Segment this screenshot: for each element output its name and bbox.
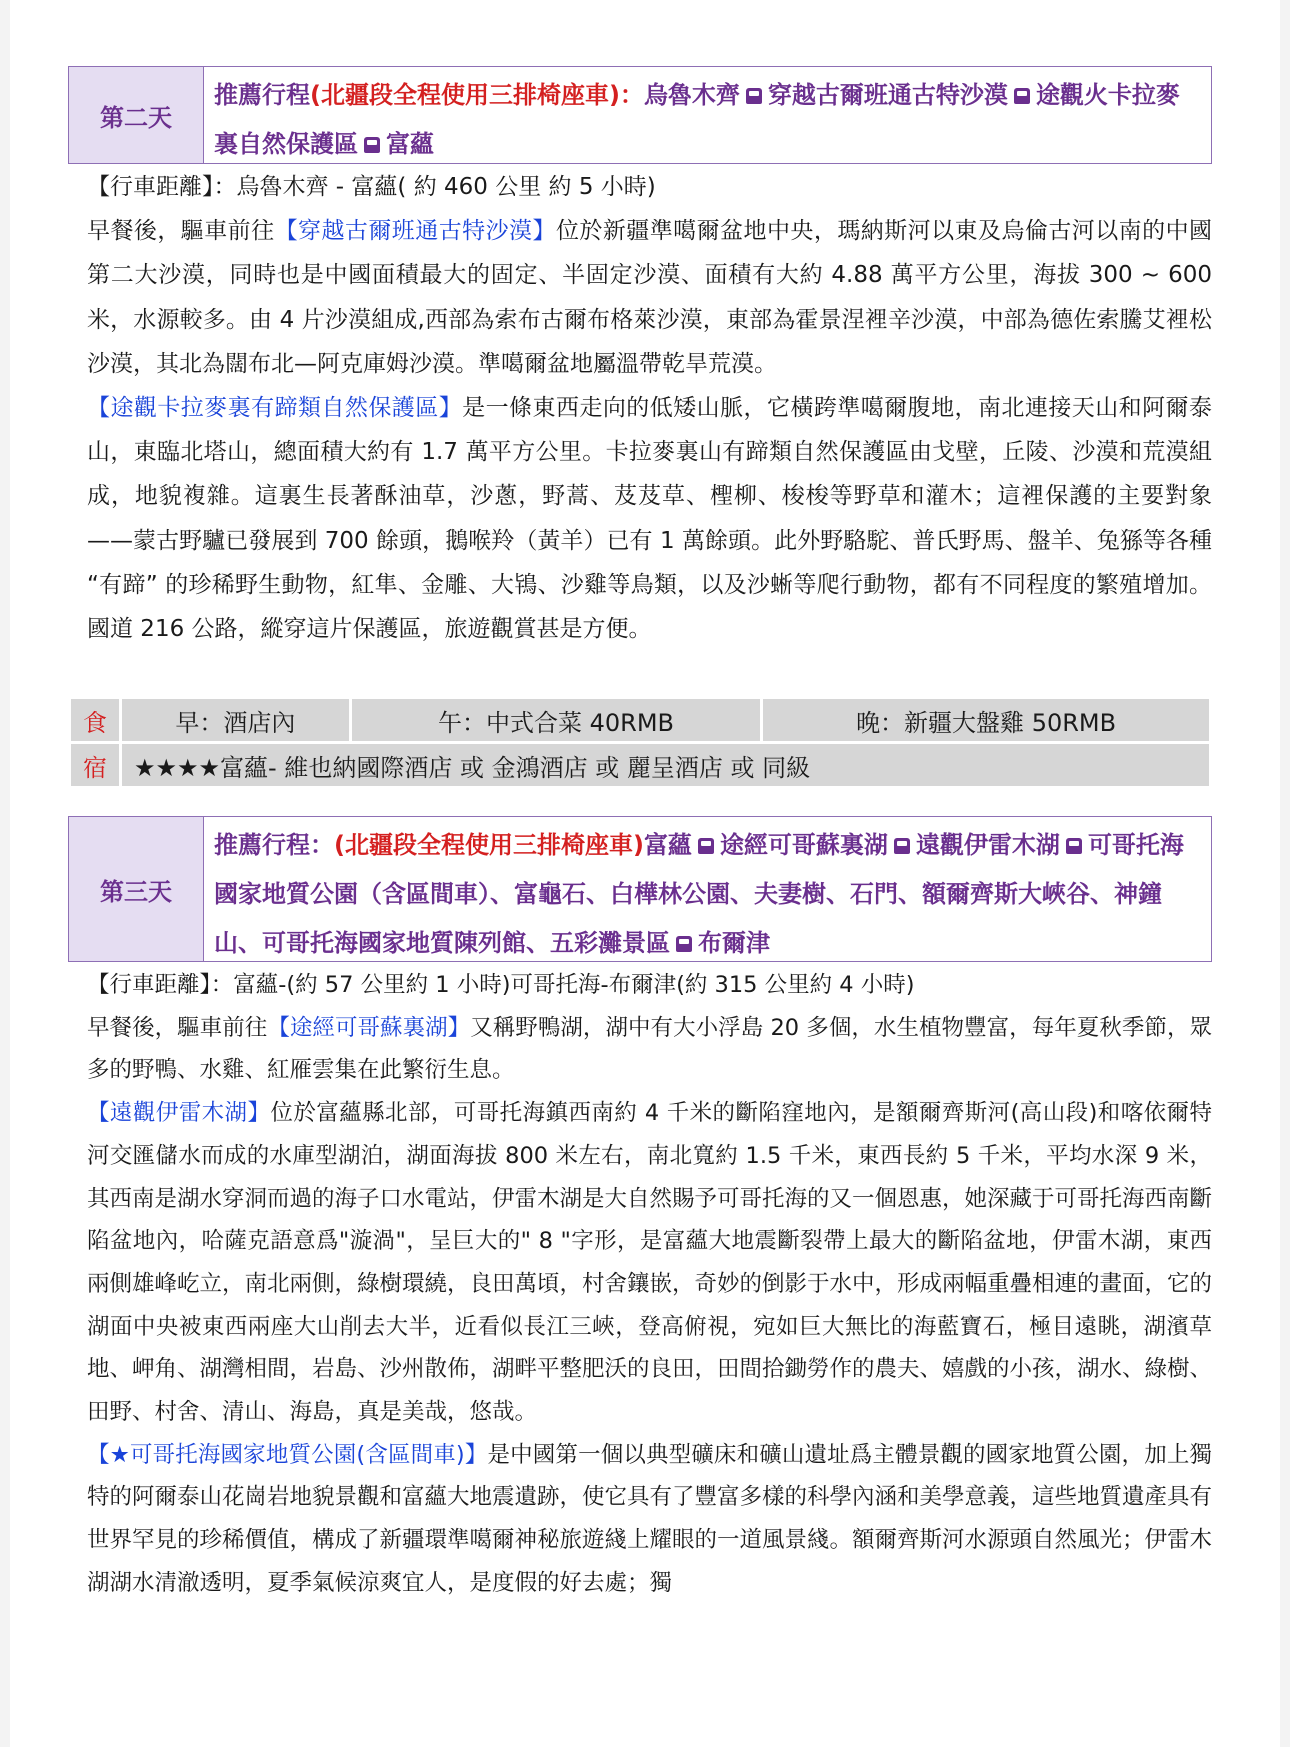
day3-stop: 遠觀伊雷木湖 <box>915 831 1060 859</box>
highlight-lake: 【途經可哥蘇裏湖】 <box>267 1014 471 1041</box>
meals-label: 食 <box>70 698 121 743</box>
hotel-row <box>70 743 1211 788</box>
day3-header <box>68 816 1212 962</box>
itinerary-page <box>10 0 1280 1747</box>
day2-paragraph-2 <box>87 386 1212 651</box>
dinner-cell: 晚：新疆大盤雞 50RMB <box>762 698 1211 743</box>
day3-title <box>204 817 1211 961</box>
day3-title-note: (北疆段全程使用三排椅座車) <box>334 831 644 859</box>
paragraph-text: 是中國第一個以典型礦床和礦山遺址爲主體景觀的國家地質公園，加上獨特的阿爾泰山花崗岩地貌景觀和富蘊大地震遺跡，使它具有了豐富多樣的科學內涵和美學意義，這些地質遺產具有世界罕見的珍稀價值，構成了新疆環準噶爾神秘旅遊綫上耀眼的一道風景綫。額爾齊斯河水源頭自然風光；伊雷木湖湖水清澈透明，夏季氣候涼爽宜人，是度假的好去處；獨 <box>87 1441 1213 1596</box>
paragraph-text: 位於新疆準噶爾盆地中央，瑪納斯河以東及烏倫古河以南的中國第二大沙漠，同時也是中國面積最大的固定、半固定沙漠、面積有大約 4.88 萬平方公里，海拔 300 ~ 600 米，水源較多。由 4 片沙漠組成,西部為索布古爾布格萊沙漠，東部為霍景涅裡辛沙漠，中部為德佐索騰艾裡松沙漠，其北為闊布北—阿克庫姆沙漠。準噶爾盆地屬溫帶乾旱荒漠。 <box>87 218 1213 377</box>
breakfast-cell: 早：酒店內 <box>121 698 351 743</box>
day2-stop: 途觀火卡拉麥裏自然保護區 <box>214 81 1180 158</box>
meals-table <box>68 696 1212 789</box>
bus-icon <box>698 838 714 854</box>
day2-body <box>87 165 1212 651</box>
bus-icon <box>676 936 692 952</box>
highlight-desert: 【穿越古爾班通古特沙漠】 <box>274 218 556 245</box>
day3-distance: 【行車距離】：富蘊-(約 57 公里約 1 小時)可哥托海-布爾津(約 315 公里約 4 小時) <box>87 972 915 998</box>
bus-icon <box>1014 88 1030 104</box>
lead-text: 早餐後，驅車前往 <box>87 1014 268 1041</box>
lunch-cell: 午：中式合菜 40RMB <box>350 698 761 743</box>
day3-title-prefix: 推薦行程： <box>214 831 334 859</box>
day3-label: 第三天 <box>69 817 204 961</box>
day2-paragraph-1 <box>87 209 1212 386</box>
stay-label: 宿 <box>70 743 121 788</box>
day3-paragraph-1 <box>87 1007 1212 1092</box>
day2-title <box>204 67 1211 163</box>
day3-paragraph-3 <box>87 1434 1212 1605</box>
day3-stop: 途經可哥蘇裏湖 <box>719 831 888 859</box>
day2-header <box>68 66 1212 164</box>
highlight-reserve: 【途觀卡拉麥裏有蹄類自然保護區】 <box>87 395 463 422</box>
lead-text: 早餐後，驅車前往 <box>87 218 275 245</box>
bus-icon <box>364 137 380 153</box>
day3-stop: 富蘊 <box>643 831 692 859</box>
paragraph-text: 又稱野鴨湖，湖中有大小浮島 20 多個，水生植物豐富，每年夏秋季節，眾多的野鴨、水雞、紅雁雲集在此繁衍生息。 <box>87 1014 1212 1084</box>
highlight-yilei-lake: 【遠觀伊雷木湖】 <box>87 1100 271 1127</box>
day3-paragraph-2 <box>87 1092 1212 1434</box>
day2-title-prefix: 推薦行程 <box>214 81 310 109</box>
bus-icon <box>746 88 762 104</box>
day3-body <box>87 964 1212 1605</box>
day2-stop: 穿越古爾班通古特沙漠 <box>767 81 1008 109</box>
day2-stop: 烏魯木齊 <box>643 81 740 109</box>
day2-stop: 富蘊 <box>386 130 434 158</box>
day2-distance: 【行車距離】：烏魯木齊 - 富蘊( 約 460 公里 約 5 小時) <box>87 174 656 200</box>
day2-title-note: (北疆段全程使用三排椅座車)： <box>310 81 644 109</box>
paragraph-text: 是一條東西走向的低矮山脈，它橫跨準噶爾腹地，南北連接天山和阿爾泰山，東臨北塔山，總面積大約有 1.7 萬平方公里。卡拉麥裏山有蹄類自然保護區由戈壁，丘陵、沙漠和荒漠組成，地貌複雜。這裏生長著酥油草，沙蔥，野蒿、芨芨草、檉柳、梭梭等野草和灌木；這裡保護的主要對象——蒙古野驢已發展到 700 餘頭，鵝喉羚（黃羊）已有 1 萬餘頭。此外野駱駝、普氏野馬、盤羊、兔猻等各種 “有蹄” 的珍稀野生動物，紅隼、金雕、大鴇、沙雞等鳥類，以及沙蜥等爬行動物，都有不同程度的繁殖增加。國道 216 公路，縱穿這片保護區，旅遊觀賞甚是方便。 <box>87 395 1213 643</box>
day3-stop: 可哥托海國家地質公園（含區間車）、富龜石、白樺林公園、夫妻樹、石門、額爾齊斯大峽谷、神鐘山、可哥托海國家地質陳列館、五彩灘景區 <box>214 831 1184 957</box>
hotel-cell: ★★★★富蘊- 維也納國際酒店 或 金鴻酒店 或 麗呈酒店 或 同級 <box>121 743 1211 788</box>
day2-label: 第二天 <box>69 67 204 163</box>
day3-stop: 布爾津 <box>698 929 770 957</box>
meals-row <box>70 698 1211 743</box>
highlight-geopark: 【★可哥托海國家地質公園(含區間車)】 <box>87 1441 488 1468</box>
bus-icon <box>1066 838 1082 854</box>
paragraph-text: 位於富蘊縣北部，可哥托海鎮西南約 4 千米的斷陷窪地內，是額爾齊斯河(高山段)和喀依爾特河交匯儲水而成的水庫型湖泊，湖面海拔 800 米左右，南北寬約 1.5 千米，東西長約 5 千米，平均水深 9 米，其西南是湖水穿洞而過的海子口水電站，伊雷木湖是大自然賜予可哥托海的又一個恩惠，她深藏于可哥托海西南斷陷盆地內，哈薩克語意爲"漩渦"，呈巨大的" 8 "字形，是富蘊大地震斷裂帶上最大的斷陷盆地，伊雷木湖，東西兩側雄峰屹立，南北兩側，綠樹環繞，良田萬頃，村舍鑲嵌，奇妙的倒影于水中，形成兩幅重疊相連的畫面，它的湖面中央被東西兩座大山削去大半，近看似長江三峽，登高俯視，宛如巨大無比的海藍寶石，極目遠眺，湖濱草地、岬角、湖灣相間，岩島、沙州散佈，湖畔平整肥沃的良田，田間拾鋤勞作的農夫、嬉戲的小孩，湖水、綠樹、田野、村舍、清山、海島，真是美哉，悠哉。 <box>87 1100 1213 1426</box>
bus-icon <box>894 838 910 854</box>
